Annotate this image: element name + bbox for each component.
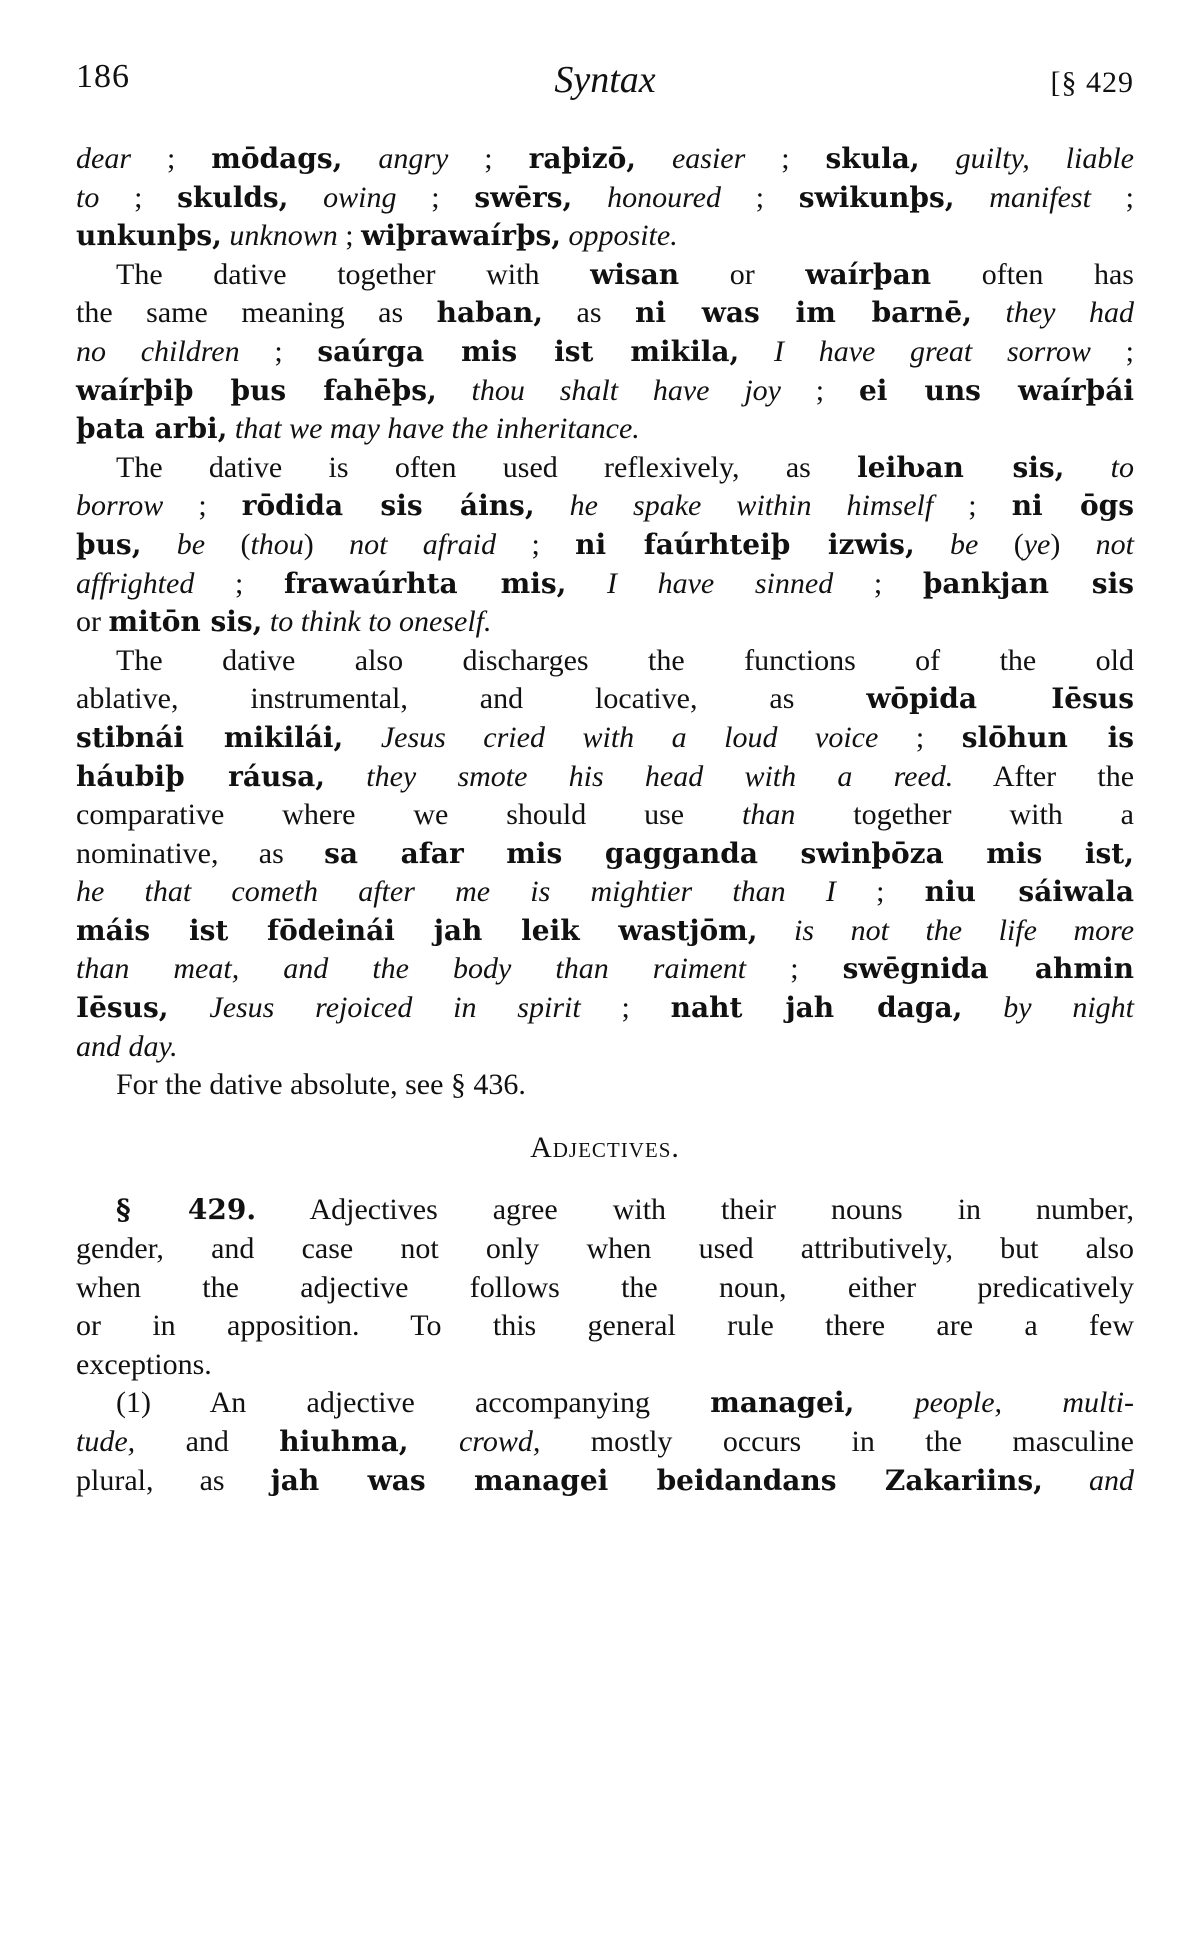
gothic-term: ni was im barnē, bbox=[635, 296, 972, 330]
gothic-term: waírþan bbox=[805, 257, 932, 291]
translation: borrow bbox=[76, 489, 164, 523]
translation: ye bbox=[1023, 527, 1051, 561]
prose bbox=[288, 181, 323, 214]
prose: ( bbox=[978, 527, 1024, 561]
prose: For the dative absolute, see § 436. bbox=[116, 1068, 526, 1102]
prose: ; bbox=[337, 219, 362, 253]
prose: The dative together with bbox=[116, 257, 591, 291]
prose bbox=[325, 760, 366, 793]
gothic-term: Iēsus, bbox=[76, 991, 169, 1025]
prose: when the adjective follows the noun, either predicatively bbox=[76, 1270, 1134, 1304]
prose bbox=[739, 335, 774, 368]
prose bbox=[437, 374, 472, 407]
prose bbox=[955, 181, 990, 214]
translation: by night bbox=[1003, 991, 1135, 1025]
prose bbox=[141, 528, 176, 561]
text-line bbox=[76, 1230, 1134, 1269]
prose: or bbox=[76, 605, 109, 639]
text-line bbox=[76, 487, 1134, 526]
gothic-term: ei uns waírþái bbox=[858, 373, 1135, 407]
prose: ; bbox=[835, 875, 925, 909]
text-block-adjectives bbox=[76, 1191, 1134, 1500]
prose bbox=[227, 412, 235, 445]
translation: to bbox=[1110, 450, 1135, 484]
gothic-term: wōpida Iēsus bbox=[866, 682, 1134, 716]
translation: unknown bbox=[229, 219, 338, 253]
translation: easier bbox=[671, 142, 746, 175]
prose bbox=[561, 219, 569, 252]
prose bbox=[169, 991, 210, 1024]
text-line bbox=[76, 140, 1134, 179]
prose: ; bbox=[1090, 180, 1135, 214]
gothic-term: raþizō, bbox=[528, 142, 637, 175]
translation: dear bbox=[76, 142, 131, 175]
running-head bbox=[76, 58, 1134, 108]
text-line bbox=[76, 179, 1134, 218]
prose bbox=[636, 142, 672, 175]
translation: thou bbox=[250, 527, 304, 561]
text-line bbox=[76, 372, 1134, 411]
text-line bbox=[76, 1384, 1134, 1423]
prose: (1) An adjective accompanying bbox=[116, 1386, 711, 1420]
prose: ; bbox=[396, 180, 475, 214]
translation: and day. bbox=[76, 1029, 178, 1063]
text-line bbox=[76, 449, 1134, 488]
prose: ) bbox=[1050, 527, 1096, 561]
page-body bbox=[76, 140, 1134, 1500]
gothic-term: haban, bbox=[436, 296, 543, 330]
text-line bbox=[76, 526, 1134, 565]
prose bbox=[572, 181, 607, 214]
prose bbox=[1043, 1464, 1089, 1497]
gothic-term: hiuhma, bbox=[279, 1425, 409, 1458]
prose: ; bbox=[448, 142, 529, 175]
prose: or bbox=[679, 257, 806, 291]
text-line bbox=[76, 680, 1134, 719]
prose: Adjectives agree with their nouns in number, bbox=[256, 1193, 1134, 1227]
translation: than bbox=[742, 798, 796, 832]
gothic-term: slōhun is bbox=[961, 720, 1135, 754]
text-line bbox=[76, 217, 1134, 256]
prose: comparative where we should use bbox=[76, 798, 743, 832]
page-number: 186 bbox=[76, 58, 130, 95]
text-line bbox=[76, 603, 1134, 642]
translation: and bbox=[1089, 1463, 1135, 1497]
gothic-term: mōdags, bbox=[211, 142, 343, 175]
gothic-term: þus, bbox=[76, 527, 142, 561]
text-block-dative bbox=[76, 140, 1134, 1105]
translation: to think to oneself. bbox=[269, 605, 492, 639]
gothic-term: ni faúrhteiþ izwis, bbox=[575, 527, 915, 561]
translation: I have sinned bbox=[606, 566, 834, 600]
spacer bbox=[76, 1167, 1134, 1191]
gothic-term: sa afar mis gagganda swinþōza mis ist, bbox=[324, 836, 1134, 870]
prose bbox=[962, 991, 1003, 1024]
prose: as bbox=[542, 296, 636, 330]
translation: is not the life more bbox=[794, 913, 1135, 947]
prose: ) bbox=[303, 527, 350, 561]
prose: ; bbox=[878, 720, 962, 754]
prose: mostly occurs in the masculine bbox=[540, 1425, 1134, 1458]
prose bbox=[343, 721, 381, 754]
translation: tude, bbox=[76, 1425, 136, 1458]
translation: they had bbox=[1005, 296, 1134, 330]
prose: ; bbox=[580, 991, 671, 1025]
translation: be bbox=[950, 527, 979, 561]
prose bbox=[915, 528, 950, 561]
gothic-term: § 429. bbox=[116, 1193, 257, 1227]
translation: guilty, liable bbox=[955, 142, 1134, 175]
gothic-term: saúrga mis ist mikila, bbox=[317, 334, 740, 368]
gothic-term: jah was managei beidandans Zakariins, bbox=[270, 1463, 1043, 1497]
prose: ; bbox=[780, 373, 859, 407]
translation: he spake within himself bbox=[569, 489, 934, 523]
gothic-term: máis ist fōdeinái jah leik wastjōm, bbox=[76, 913, 758, 947]
gothic-term: swikunþs, bbox=[798, 180, 955, 214]
prose: gender, and case not only when used attributively, but also bbox=[76, 1232, 1134, 1266]
translation: angry bbox=[378, 142, 449, 175]
text-line bbox=[76, 719, 1134, 758]
gothic-term: unkunþs, bbox=[76, 219, 222, 253]
translation: people, multi- bbox=[914, 1386, 1134, 1420]
gothic-term: swēgnida ahmin bbox=[842, 952, 1134, 986]
prose: ; bbox=[933, 489, 1012, 523]
text-line bbox=[76, 410, 1134, 449]
translation: opposite. bbox=[568, 219, 678, 253]
gothic-term: wisan bbox=[590, 257, 680, 291]
text-line bbox=[76, 796, 1134, 835]
translation: affrighted bbox=[76, 566, 195, 600]
prose: ; bbox=[746, 952, 843, 986]
gothic-term: managei, bbox=[710, 1386, 855, 1420]
prose: ; bbox=[720, 180, 799, 214]
running-title: Syntax bbox=[554, 59, 656, 101]
gothic-term: rōdida sis áins, bbox=[241, 489, 535, 523]
text-line bbox=[76, 758, 1134, 797]
gothic-term: stibnái mikilái, bbox=[76, 720, 344, 754]
prose: ; bbox=[496, 527, 576, 561]
prose bbox=[409, 1425, 459, 1458]
prose: often has bbox=[931, 257, 1134, 291]
prose: ; bbox=[833, 566, 923, 600]
text-line bbox=[76, 1028, 1134, 1067]
translation: owing bbox=[323, 180, 397, 214]
prose: ; bbox=[99, 180, 178, 214]
gothic-term: skula, bbox=[825, 142, 920, 175]
prose: the same meaning as bbox=[76, 296, 437, 330]
prose: After the bbox=[953, 759, 1135, 793]
text-line bbox=[76, 950, 1134, 989]
text-line bbox=[76, 1307, 1134, 1346]
prose: ( bbox=[205, 527, 251, 561]
gothic-term: swērs, bbox=[474, 180, 573, 214]
gothic-term: niu sáiwala bbox=[924, 875, 1134, 909]
section-heading-text: Adjectives. bbox=[530, 1130, 680, 1164]
translation: he that cometh after me is mightier than I bbox=[76, 875, 836, 909]
prose bbox=[920, 142, 956, 175]
prose bbox=[972, 296, 1006, 329]
text-line bbox=[76, 256, 1134, 295]
text-line bbox=[76, 1269, 1134, 1308]
translation: honoured bbox=[607, 180, 721, 214]
prose bbox=[342, 142, 378, 175]
prose bbox=[1064, 451, 1110, 484]
prose: or in apposition. To this general rule there are a few bbox=[76, 1309, 1134, 1343]
text-line bbox=[76, 1423, 1134, 1462]
spacer bbox=[76, 1105, 1134, 1129]
text-line bbox=[76, 1462, 1134, 1501]
prose: exceptions. bbox=[76, 1347, 212, 1381]
gothic-term: ni ōgs bbox=[1011, 489, 1135, 523]
translation: they smote his head with a reed. bbox=[366, 759, 954, 793]
translation: that we may have the inheritance. bbox=[234, 412, 640, 446]
prose: ; bbox=[1090, 334, 1134, 368]
prose: The dative is often used reflexively, as bbox=[116, 450, 858, 484]
translation: be bbox=[176, 527, 206, 561]
prose: together with a bbox=[795, 798, 1134, 832]
text-line bbox=[76, 565, 1134, 604]
prose bbox=[854, 1386, 914, 1419]
translation: Jesus cried with a loud voice bbox=[380, 720, 879, 754]
prose: ; bbox=[745, 142, 826, 175]
text-line bbox=[76, 642, 1134, 681]
prose: The dative also discharges the functions of the old bbox=[116, 643, 1134, 677]
text-line bbox=[76, 1066, 1134, 1105]
prose: ; bbox=[194, 566, 284, 600]
translation: not bbox=[1095, 527, 1135, 561]
text-line bbox=[76, 912, 1134, 951]
prose bbox=[758, 914, 795, 947]
section-reference: [§ 429 bbox=[1050, 66, 1134, 99]
prose: and bbox=[135, 1425, 280, 1458]
text-line bbox=[76, 835, 1134, 874]
gothic-term: skulds, bbox=[177, 180, 289, 214]
prose: nominative, as bbox=[76, 836, 325, 870]
translation: crowd, bbox=[458, 1425, 541, 1458]
section-heading bbox=[76, 1129, 1134, 1168]
translation: no children bbox=[76, 334, 240, 368]
prose: plural, as bbox=[76, 1463, 271, 1497]
gothic-term: þata arbi, bbox=[76, 412, 228, 446]
prose bbox=[566, 567, 607, 600]
text-line bbox=[76, 333, 1134, 372]
gothic-term: háubiþ ráusa, bbox=[76, 759, 326, 793]
prose: ; bbox=[163, 489, 242, 523]
gothic-term: frawaúrhta mis, bbox=[283, 566, 567, 600]
prose: ; bbox=[239, 334, 318, 368]
translation: Jesus rejoiced in spirit bbox=[209, 991, 581, 1025]
text-line bbox=[76, 294, 1134, 333]
text-line bbox=[76, 1346, 1134, 1385]
text-line bbox=[76, 873, 1134, 912]
translation: thou shalt have joy bbox=[471, 373, 781, 407]
prose: ; bbox=[131, 142, 212, 175]
gothic-term: mitōn sis, bbox=[108, 605, 263, 639]
translation: manifest bbox=[989, 180, 1091, 214]
translation: I have great sorrow bbox=[773, 334, 1091, 368]
gothic-term: naht jah daga, bbox=[670, 991, 963, 1025]
gothic-term: þankjan sis bbox=[922, 566, 1134, 600]
gothic-term: wiþrawaírþs, bbox=[361, 219, 562, 253]
gothic-term: leiƕan sis, bbox=[857, 450, 1065, 484]
text-line bbox=[76, 1191, 1134, 1230]
prose: ablative, instrumental, and locative, as bbox=[76, 682, 867, 716]
translation: than meat, and the body than raiment bbox=[76, 952, 747, 986]
prose bbox=[262, 605, 270, 638]
text-line bbox=[76, 989, 1134, 1028]
gothic-term: waírþiþ þus fahēþs, bbox=[76, 373, 437, 407]
translation: to bbox=[76, 180, 100, 214]
prose bbox=[535, 489, 570, 522]
translation: not afraid bbox=[349, 527, 497, 561]
